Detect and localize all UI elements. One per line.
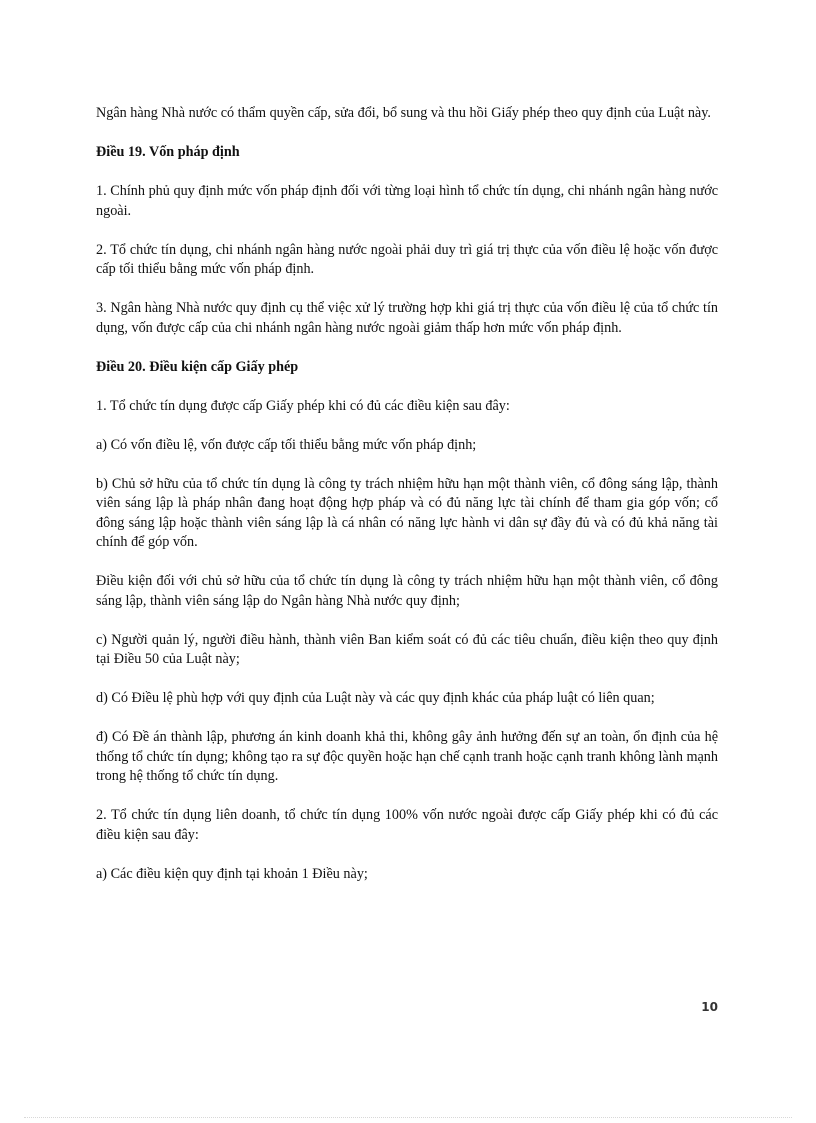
page-bottom-divider [24,1117,792,1118]
paragraph-article-19-clause-3: 3. Ngân hàng Nhà nước quy định cụ thể việc xử lý trường hợp khi giá trị thực của vốn điều lệ của tổ chức tín dụng, vốn được cấp của chi nhánh ngân hàng nước ngoài giảm thấp hơn mức vốn pháp định. [96,300,718,336]
paragraph-article-20-clause-1: 1. Tổ chức tín dụng được cấp Giấy phép khi có đủ các điều kiện sau đây: [96,397,510,414]
paragraph-article-20-clause-2-item-a: a) Các điều kiện quy định tại khoản 1 Điều này; [96,865,368,882]
paragraph-article-20-item-c: c) Người quản lý, người điều hành, thành viên Ban kiểm soát có đủ các tiêu chuẩn, điều kiện theo quy định tại Điều 50 của Luật này; [96,631,718,667]
paragraph-article-20-item-d: d) Có Điều lệ phù hợp với quy định của Luật này và các quy định khác của pháp luật có liên quan; [96,690,655,706]
paragraph-article-20-item-b: b) Chủ sở hữu của tổ chức tín dụng là công ty trách nhiệm hữu hạn một thành viên, cổ đông sáng lập, thành viên sáng lập là pháp nhân đang hoạt động hợp pháp và có đủ năng lực tài chính để tham gia góp vốn; cổ đông sáng lập hoặc thành viên sáng lập là cá nhân có năng lực hành vi dân sự đầy đủ và có đủ khả năng tài chính để góp vốn. [96,475,718,550]
paragraph-article-20-item-a: a) Có vốn điều lệ, vốn được cấp tối thiểu bằng mức vốn pháp định; [96,436,477,453]
paragraph-article-19-clause-2: 2. Tổ chức tín dụng, chi nhánh ngân hàng nước ngoài phải duy trì giá trị thực của vốn điều lệ hoặc vốn được cấp tối thiểu bằng mức vốn pháp định. [96,241,718,277]
paragraph-article-20-owner-conditions: Điều kiện đối với chủ sở hữu của tổ chức tín dụng là công ty trách nhiệm hữu hạn một thành viên, cổ đông sáng lập, thành viên sáng lập do Ngân hàng Nhà nước quy định; [96,573,718,609]
paragraph-article-20-clause-2: 2. Tổ chức tín dụng liên doanh, tổ chức tín dụng 100% vốn nước ngoài được cấp Giấy phép khi có đủ các điều kiện sau đây: [96,807,718,843]
document-body [96,104,718,904]
page-number: 10 [701,1000,718,1014]
heading-article-20: Điều 20. Điều kiện cấp Giấy phép [96,358,299,375]
paragraph-article-19-clause-1: 1. Chính phủ quy định mức vốn pháp định đối với từng loại hình tổ chức tín dụng, chi nhánh ngân hàng nước ngoài. [96,183,718,219]
paragraph-article-20-item-dd: đ) Có Đề án thành lập, phương án kinh doanh khả thi, không gây ảnh hưởng đến sự an toàn, ổn định của hệ thống tổ chức tín dụng; không tạo ra sự độc quyền hoặc hạn chế cạnh tranh hoặc cạnh tranh không lành mạnh trong hệ thống tổ chức tín dụng. [96,729,718,784]
heading-article-19: Điều 19. Vốn pháp định [96,144,240,160]
paragraph-licensing-authority: Ngân hàng Nhà nước có thẩm quyền cấp, sửa đổi, bổ sung và thu hồi Giấy phép theo quy định của Luật này. [96,105,711,121]
